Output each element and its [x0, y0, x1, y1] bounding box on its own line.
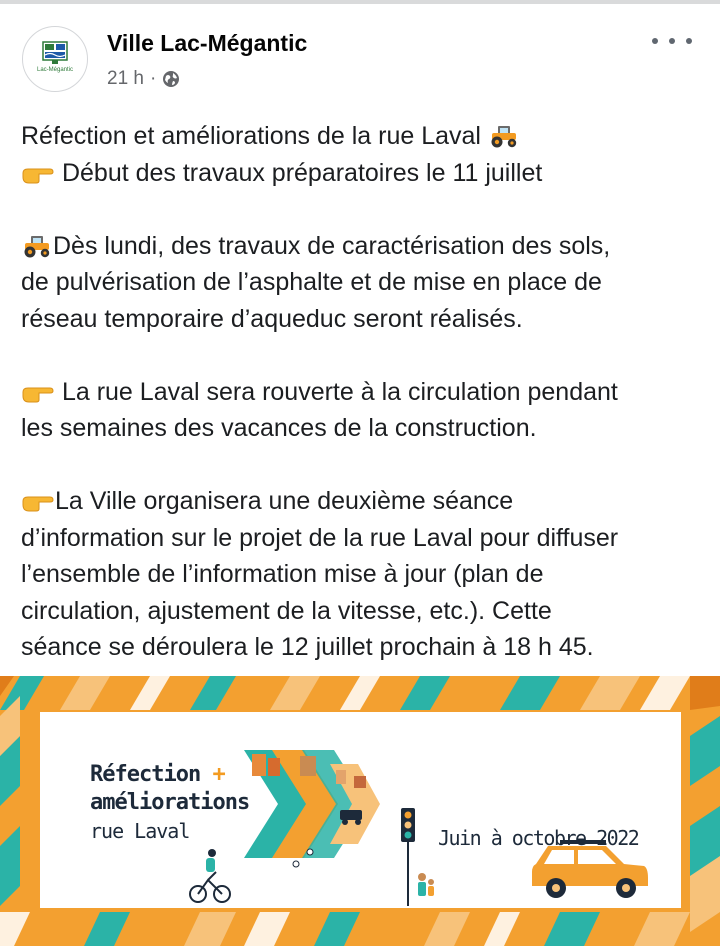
globe-icon	[162, 70, 180, 88]
more-options-icon[interactable]	[652, 28, 692, 54]
page-avatar[interactable]	[22, 26, 88, 92]
post-subtitle-text: Début des travaux préparatoires le 11 juillet	[61, 158, 543, 187]
banner-title-line1: Réfection	[90, 762, 201, 787]
meta-separator: ·	[149, 68, 157, 89]
post-text-line: réseau temporaire d’aqueduc seront réalisés.	[21, 304, 523, 333]
svg-text:Lac-Mégantic: Lac-Mégantic	[36, 67, 74, 73]
banner-title-line3: rue Laval	[90, 819, 190, 843]
post-text-line: d’information sur le projet de la rue Laval pour diffuser	[21, 523, 619, 552]
pointing-hand-emoji	[21, 378, 55, 402]
post-meta	[107, 68, 180, 90]
pointing-hand-emoji	[21, 159, 55, 183]
post-line	[21, 155, 701, 192]
post-text-line: séance se déroulera le 12 juillet prochain à 18 h 45.	[21, 633, 594, 661]
pointing-hand-emoji	[21, 487, 55, 511]
post-text-line: de pulvérisation de l’asphalte et de mise en place de	[21, 268, 602, 296]
banner-title	[90, 761, 249, 845]
post-line	[21, 228, 701, 265]
post-text-line: La rue Laval sera rouverte à la circulation pendant	[61, 377, 618, 406]
banner-title-line2: améliorations	[90, 790, 250, 815]
post-text-line: Dès lundi, des travaux de caractérisation des sols,	[53, 231, 611, 260]
banner-card	[40, 712, 681, 908]
tractor-emoji	[21, 232, 53, 256]
banner-dates: Juin à octobre 2022	[438, 826, 639, 850]
post-image-banner[interactable]	[0, 676, 720, 946]
post-text-line: l’ensemble de l’information mise à jour (plan de	[21, 560, 544, 588]
post-line	[21, 374, 701, 411]
page-name[interactable]: Ville Lac-Mégantic	[107, 30, 308, 56]
post-text-line: circulation, ajustement de la vitesse, etc.). Cette	[21, 596, 552, 625]
city-logo-icon	[23, 27, 87, 91]
post-header	[0, 4, 720, 100]
post-line	[21, 483, 701, 520]
post-time[interactable]: 21 h	[107, 68, 144, 89]
post-line	[21, 118, 701, 155]
tractor-emoji	[488, 122, 520, 146]
banner-title-plus: +	[212, 762, 225, 787]
post-text-line: les semaines des vacances de la construction.	[21, 414, 537, 442]
post-text-line: La Ville organisera une deuxième séance	[55, 487, 514, 515]
post-title-text: Réfection et améliorations de la rue Laval	[21, 122, 481, 150]
post-body	[21, 118, 701, 666]
